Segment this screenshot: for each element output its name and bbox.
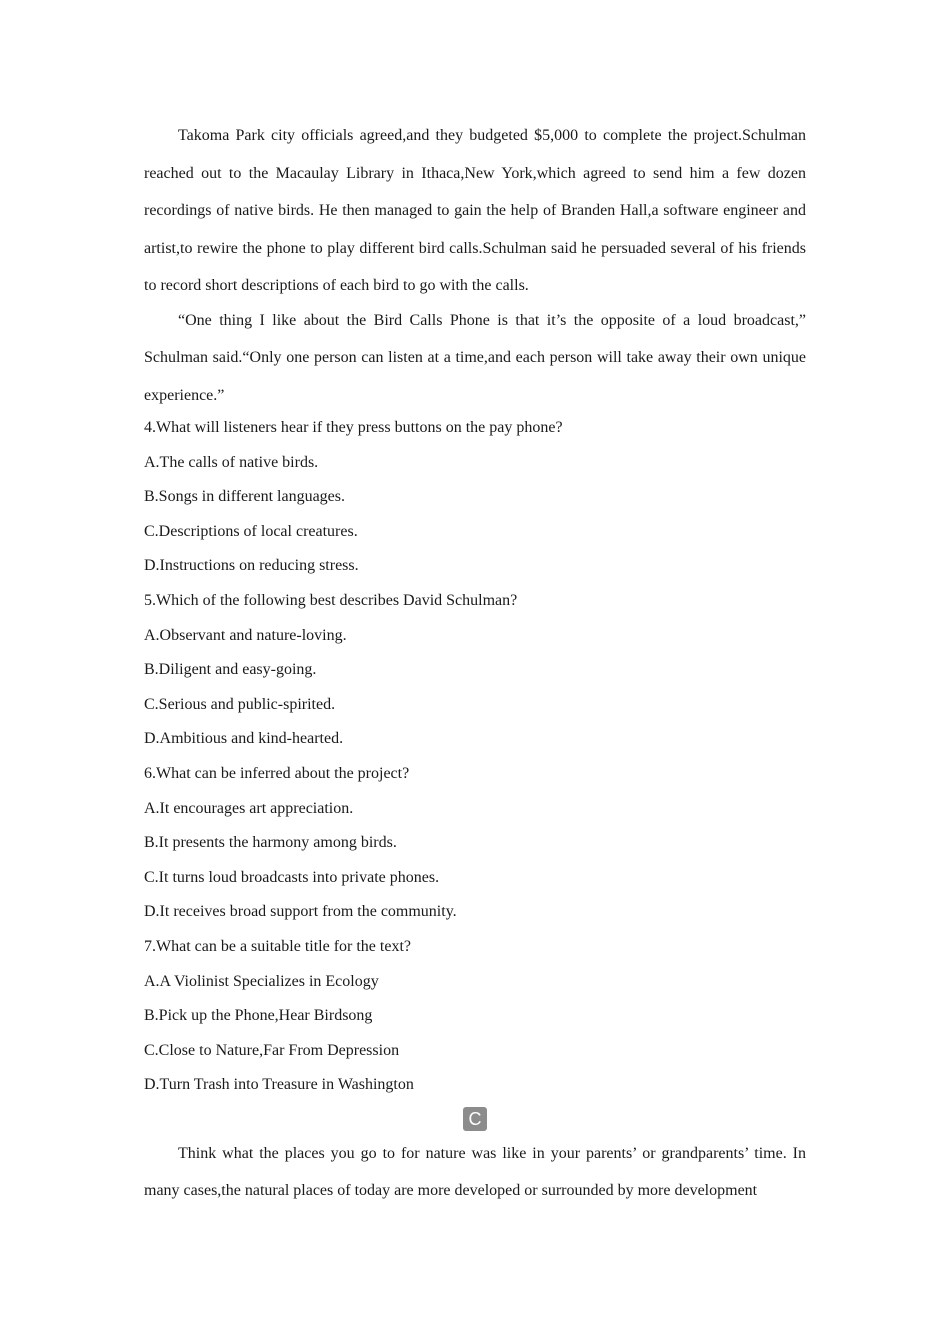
passage-paragraph: Takoma Park city officials agreed,and they budgeted $5,000 to complete the project.Schulman reached out to the Macaulay Library in Ithaca,New York,which agreed to send him a few dozen recordings of native birds. He then managed to gain the help of Branden Hall,a software engineer and artist,to rewire the phone to play different bird calls.Schulman said he persuaded several of his friends to record short descriptions of each bird to go with the calls. — [144, 127, 806, 294]
answer-option: C.It turns loud broadcasts into private phones. — [144, 868, 440, 886]
answer-option: C.Serious and public-spirited. — [144, 695, 336, 713]
answer-option: A.A Violinist Specializes in Ecology — [144, 972, 379, 990]
answer-option: D.Turn Trash into Treasure in Washington — [144, 1076, 414, 1094]
answer-option: C.Close to Nature,Far From Depression — [144, 1041, 400, 1059]
question-stem: 7.What can be a suitable title for the text? — [144, 937, 411, 955]
passage-paragraph: “One thing I like about the Bird Calls Phone is that it’s the opposite of a loud broadcast,” Schulman said.“Only one person can listen at a time,and each person will take away their own unique experience.” — [144, 311, 806, 404]
answer-option: B.Diligent and easy-going. — [144, 661, 317, 679]
answer-option: D.It receives broad support from the community. — [144, 903, 457, 921]
question-7 — [144, 930, 806, 1103]
answer-option: B.It presents the harmony among birds. — [144, 834, 397, 852]
question-5 — [144, 584, 806, 757]
answer-option: B.Pick up the Phone,Hear Birdsong — [144, 1007, 373, 1025]
question-stem: 4.What will listeners hear if they press buttons on the pay phone? — [144, 419, 563, 436]
question-stem: 5.Which of the following best describes David Schulman? — [144, 591, 518, 609]
section-marker — [144, 1107, 806, 1131]
answer-option: A.Observant and nature-loving. — [144, 626, 347, 644]
section-c-badge: C — [463, 1107, 487, 1131]
answer-option: A.It encourages art appreciation. — [144, 799, 354, 817]
question-6 — [144, 757, 806, 930]
question-stem: 6.What can be inferred about the project? — [144, 764, 410, 782]
answer-option: A.The calls of native birds. — [144, 453, 319, 471]
document-page — [144, 117, 806, 1210]
answer-option: C.Descriptions of local creatures. — [144, 522, 358, 540]
answer-option: D.Instructions on reducing stress. — [144, 557, 359, 575]
answer-option: D.Ambitious and kind-hearted. — [144, 730, 344, 748]
answer-option: B.Songs in different languages. — [144, 488, 346, 506]
question-4 — [144, 411, 806, 584]
passage-paragraph: Think what the places you go to for nature was like in your parents’ or grandparents’ time. In many cases,the natural places of today are more developed or surrounded by more development — [144, 1144, 806, 1200]
